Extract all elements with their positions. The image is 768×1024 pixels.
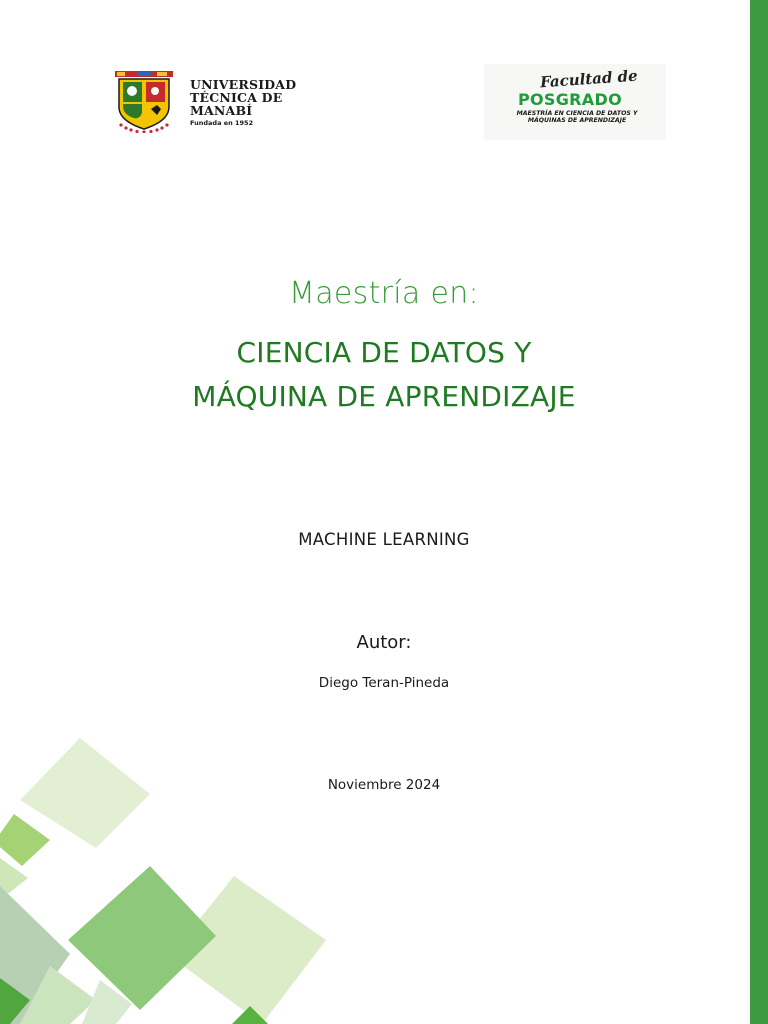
university-logo [108,66,297,138]
faculty-logo [484,64,666,140]
faculty-script-text: Facultad de [539,66,639,92]
university-wordmark [190,78,296,127]
university-founded: Fundada en 1952 [190,119,254,127]
university-name-line1: UNIVERSIDAD [190,77,297,92]
faculty-subtitle-line2: MÁQUINAS DE APRENDIZAJE [527,117,627,125]
university-shield-icon [111,69,177,133]
program-title-line2: MÁQUINA DE APRENDIZAJE [192,380,576,413]
faculty-subtitle [512,110,642,124]
document-date: Noviembre 2024 [327,777,441,793]
university-name-line2: TÉCNICA DE [190,90,283,105]
course-title: MACHINE LEARNING [298,530,470,549]
faculty-title: POSGRADO [518,90,622,109]
masters-label: Maestría en: [289,276,479,311]
diamond-shape [0,814,50,866]
program-title-line1: CIENCIA DE DATOS Y [236,336,532,369]
author-label: Autor: [356,632,412,653]
faculty-subtitle-line1: MAESTRÍA EN CIENCIA DE DATOS Y [516,110,638,117]
diamond-shape [20,738,150,848]
decorative-diamonds [0,730,340,1024]
university-name-line3: MANABÍ [190,103,253,118]
diamond-shape [68,866,216,1010]
author-name: Diego Teran-Pineda [318,675,450,691]
right-accent-bar [750,0,768,1024]
